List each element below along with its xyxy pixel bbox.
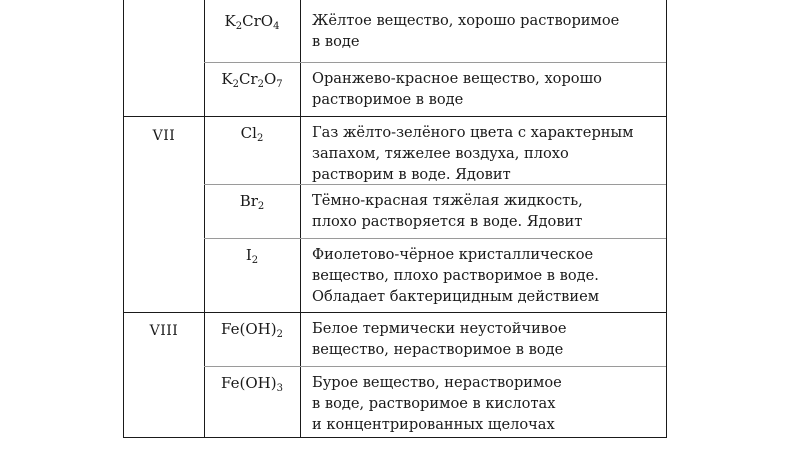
group-cell: VII: [152, 128, 176, 144]
group-cell: VIII: [149, 323, 179, 339]
formula-subscript: 7: [276, 79, 283, 90]
description-line: растворимое в воде: [312, 91, 464, 108]
formula-text: Fe(OH): [221, 374, 277, 392]
formula-text: Fe(OH): [221, 320, 277, 338]
formula-subscript: 2: [257, 79, 264, 90]
description-line: Жёлтое вещество, хорошо растворимое: [312, 12, 620, 29]
row-divider: [204, 366, 666, 367]
description-line: плохо растворяется в воде. Ядовит: [312, 213, 583, 230]
formula-subscript: 3: [276, 383, 283, 394]
description-cell: [312, 190, 657, 232]
description-cell: [312, 68, 657, 110]
formula-text: O: [263, 70, 277, 88]
description-line: в воде: [312, 33, 360, 50]
formula-text: Br: [239, 192, 258, 210]
description-line: Бурое вещество, нерастворимое: [312, 374, 562, 391]
description-line: вещество, плохо растворимое в воде.: [312, 267, 599, 284]
formula-cell: [204, 124, 300, 144]
description-cell: [312, 10, 657, 52]
row-divider: [204, 238, 666, 239]
description-cell: [312, 318, 657, 360]
formula-cell: [204, 12, 300, 32]
formula-subscript: 2: [251, 255, 259, 266]
description-cell: [312, 372, 657, 435]
description-line: вещество, нерастворимое в воде: [312, 341, 564, 358]
formula-subscript: 4: [273, 21, 280, 32]
description-line: Оранжево-красное вещество, хорошо: [312, 70, 602, 87]
description-line: Белое термически неустойчивое: [312, 320, 567, 337]
formula-text: CrO: [242, 12, 274, 30]
formula-text: K: [221, 70, 233, 88]
formula-text: K: [224, 12, 236, 30]
column-divider-1: [204, 0, 205, 437]
description-line: растворим в воде. Ядовит: [312, 166, 511, 183]
formula-cell: [204, 320, 300, 340]
group-divider: [124, 116, 666, 117]
formula-subscript: 2: [256, 133, 264, 144]
formula-subscript: 2: [276, 329, 283, 340]
formula-text: Cr: [238, 70, 258, 88]
substances-table: [123, 0, 667, 438]
formula-cell: [204, 192, 300, 212]
description-line: Фиолетово-чёрное кристаллическое: [312, 246, 594, 263]
description-line: Обладает бактерицидным действием: [312, 288, 600, 305]
formula-subscript: 2: [235, 21, 243, 32]
description-line: запахом, тяжелее воздуха, плохо: [312, 145, 569, 162]
description-line: Газ жёлто-зелёного цвета с характерным: [312, 124, 634, 141]
formula-cell: [204, 374, 300, 394]
description-line: Тёмно-красная тяжёлая жидкость,: [312, 192, 583, 209]
group-divider: [124, 312, 666, 313]
formula-text: I: [245, 246, 252, 264]
formula-cell: [204, 246, 300, 266]
row-divider: [204, 62, 666, 63]
description-line: в воде, растворимое в кислотах: [312, 395, 556, 412]
description-cell: [312, 244, 657, 307]
column-divider-2: [300, 0, 301, 437]
formula-subscript: 2: [232, 79, 239, 90]
description-line: и концентрированных щелочах: [312, 416, 555, 433]
formula-text: Cl: [240, 124, 257, 142]
formula-subscript: 2: [257, 201, 265, 212]
formula-cell: [204, 70, 300, 90]
description-cell: [312, 122, 657, 185]
